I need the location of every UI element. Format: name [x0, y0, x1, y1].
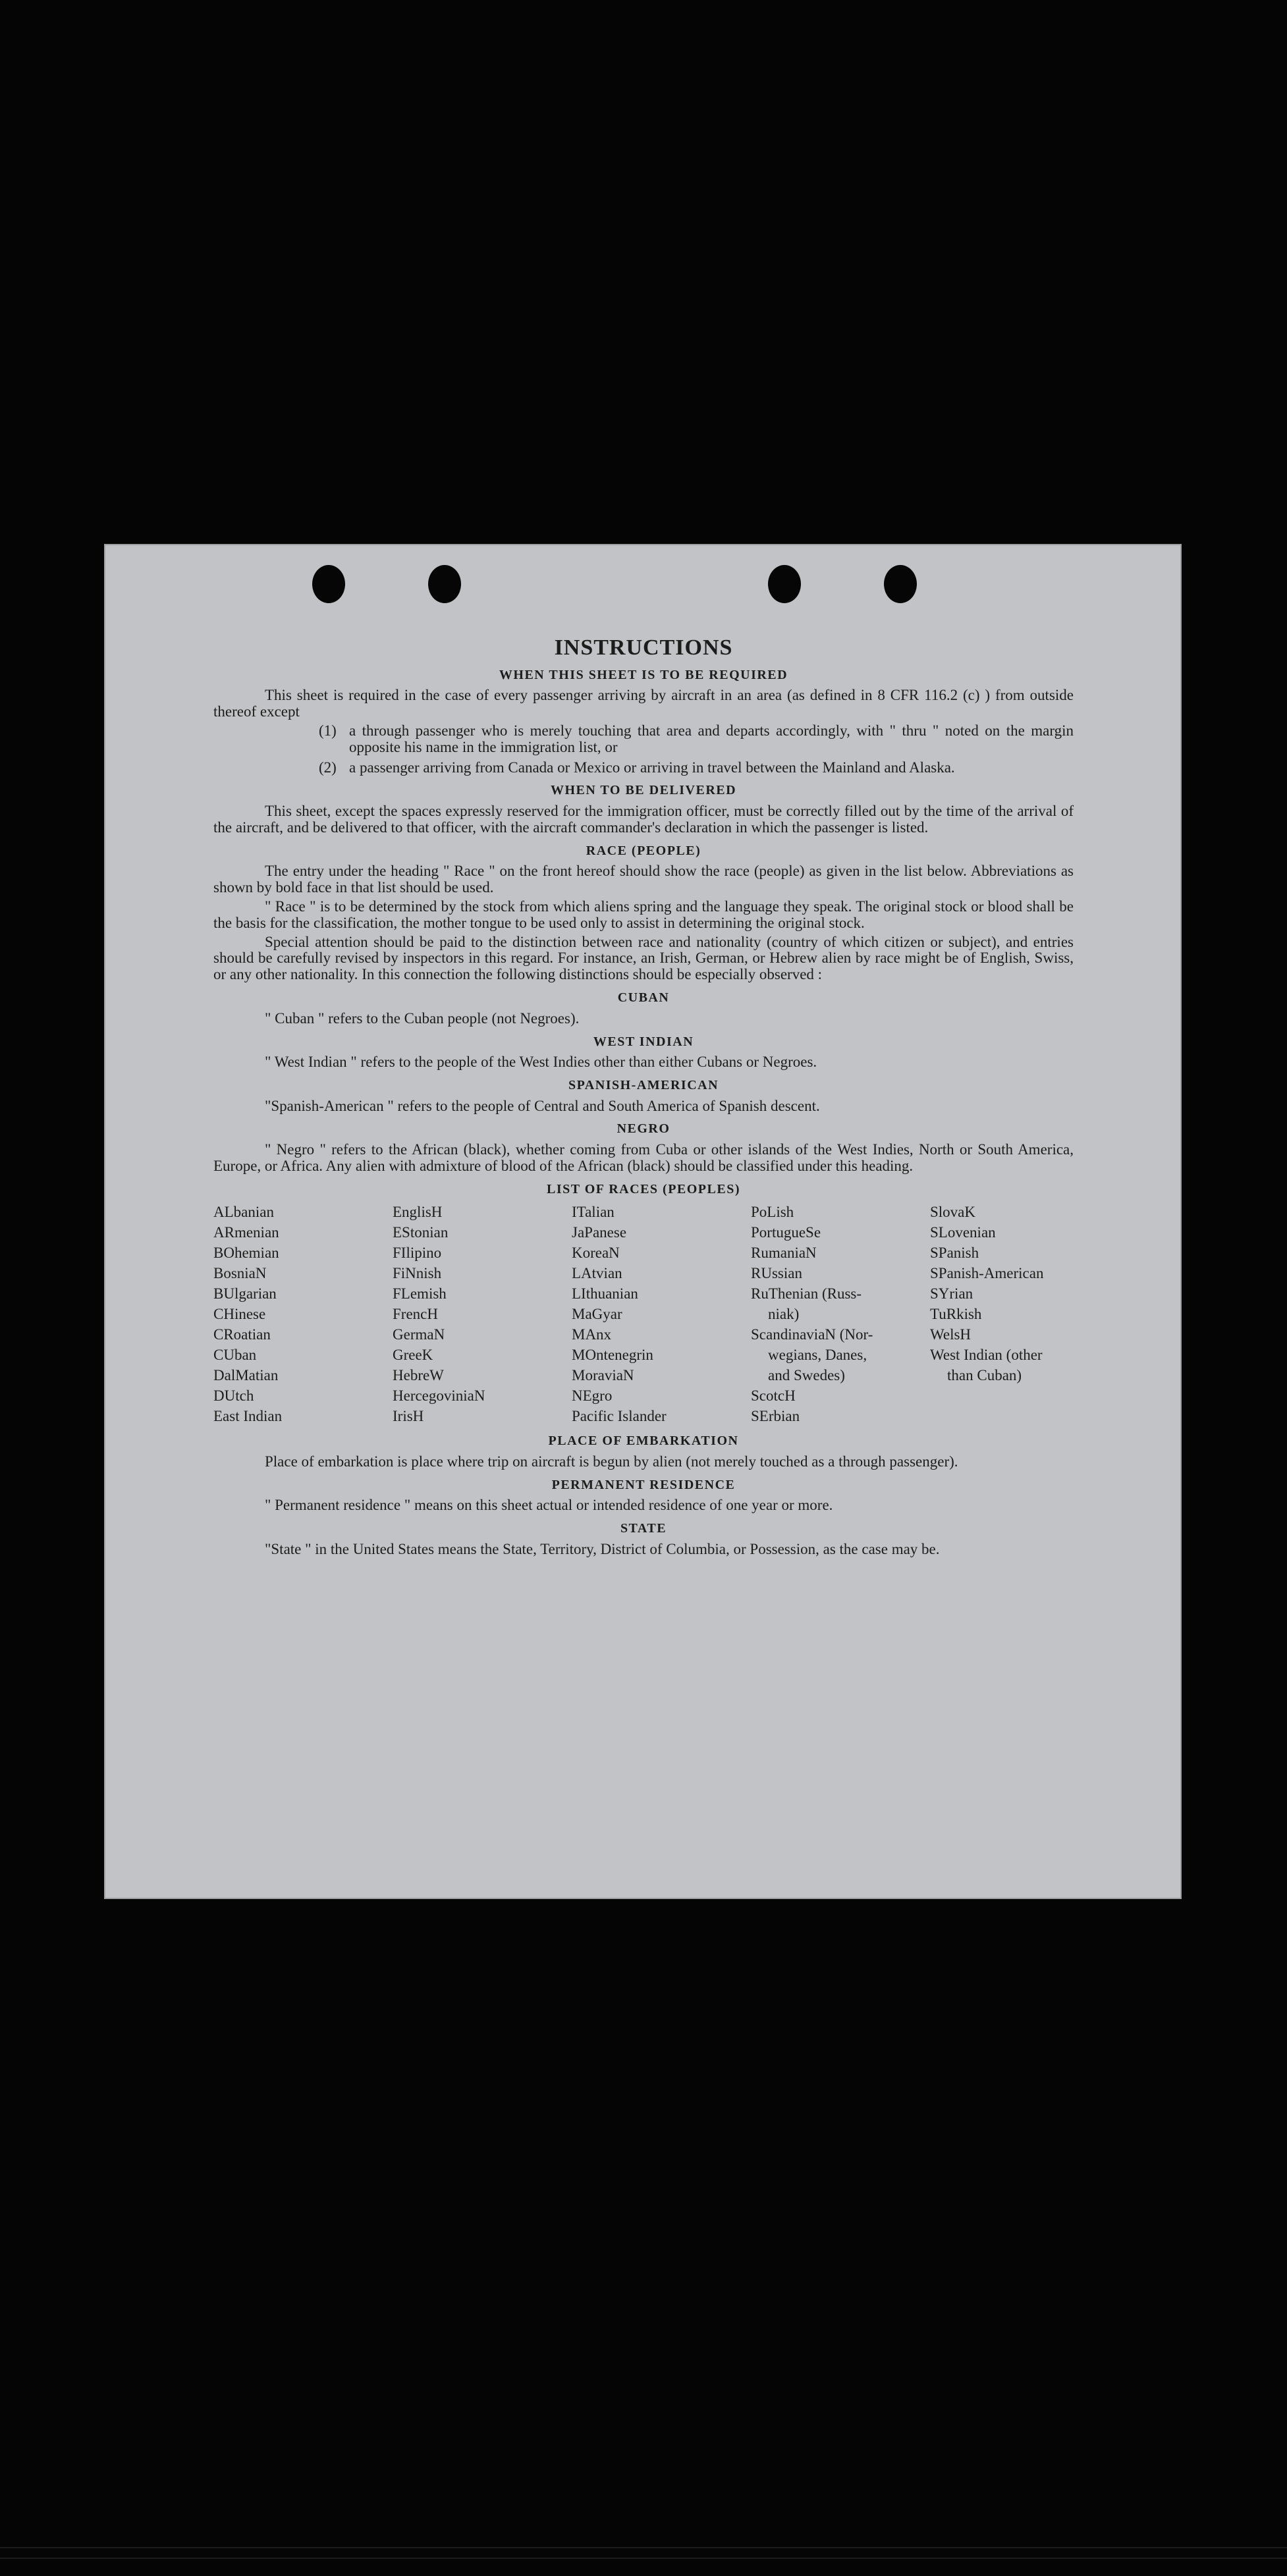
race-entry: ALbanian [213, 1204, 274, 1221]
paragraph: The entry under the heading " Race " on the front hereof should show the race (people) as given in the list below. Abbreviations as shown by bold face in that list should be used. [213, 863, 1074, 896]
section-heading: LIST OF RACES (PEOPLES) [546, 1181, 740, 1196]
paragraph: "Spanish-American " refers to the people of Central and South America of Spanish descent. [265, 1097, 820, 1114]
race-entry: RumaniaN [751, 1245, 817, 1262]
document-page [104, 544, 1182, 1899]
section-heading: PLACE OF EMBARKATION [548, 1434, 739, 1449]
scan-artifact [0, 2558, 1287, 2559]
item-text: a through passenger who is merely touching that area and departs accordingly, with " thru " noted on the margin opposite his name in the immigration list, or [349, 722, 1074, 755]
race-entry: DalMatian [213, 1367, 279, 1384]
race-entry: FIlipino [393, 1245, 442, 1262]
race-entry: ARmenian [213, 1224, 279, 1241]
page-title: INSTRUCTIONS [554, 635, 733, 660]
race-entry: West Indian (other [930, 1347, 1043, 1364]
race-entry-continuation: niak) [768, 1306, 800, 1323]
list-item [319, 723, 1074, 756]
paragraph: "State " in the United States means the State, Territory, District of Columbia, or Possession, as the case may be. [265, 1540, 940, 1557]
paragraph: " Race " is to be determined by the stock from which aliens spring and the language they speak. The original stock or blood shall be the basis for the classification, the mother tongue to be used only to assist in determining the original stock. [213, 898, 1074, 931]
paragraph: Special attention should be paid to the distinction between race and nationality (country of which citizen or subject), and entries should be carefully revised by inspectors in this regard. For instance, an Irish, German, or Hebrew alien by race might be of English, Swiss, or any other nationality. In this connection the following distinctions should be especially observed : [213, 933, 1074, 983]
race-entry: Pacific Islander [572, 1408, 667, 1425]
punch-hole [312, 565, 345, 603]
race-entry: FiNnish [393, 1265, 442, 1282]
race-entry: JaPanese [572, 1224, 627, 1241]
section-heading: PERMANENT RESIDENCE [551, 1477, 736, 1492]
race-entry: EStonian [393, 1224, 449, 1241]
paragraph: Place of embarkation is place where trip on aircraft is begun by alien (not merely touched as a through passenger). [265, 1453, 958, 1470]
race-entry: DUtch [213, 1387, 254, 1405]
section-heading: WEST INDIAN [593, 1034, 694, 1049]
race-entry: FLemish [393, 1285, 447, 1302]
list-item [319, 760, 1074, 776]
race-entry: CUban [213, 1347, 257, 1364]
paragraph: " Negro " refers to the African (black), whether coming from Cuba or other islands of the West Indies, North or South America, Europe, or Africa. Any alien with admixture of blood of the African (black) should be classified under this heading. [213, 1140, 1074, 1174]
paragraph: This sheet is required in the case of every passenger arriving by aircraft in an area (as defined in 8 CFR 116.2 (c) ) from outside thereof except [213, 687, 1074, 720]
race-entry: NEgro [572, 1387, 613, 1405]
race-entry: SYrian [930, 1285, 973, 1302]
race-entry: CRoatian [213, 1326, 271, 1343]
section-heading: STATE [620, 1521, 667, 1536]
section-heading: SPANISH-AMERICAN [568, 1077, 719, 1092]
race-entry: FrencH [393, 1306, 438, 1323]
race-entry: MOntenegrin [572, 1347, 653, 1364]
section-heading: WHEN TO BE DELIVERED [550, 783, 737, 798]
item-text: a passenger arriving from Canada or Mexico or arriving in travel between the Mainland and Alaska. [349, 759, 955, 776]
races-column [930, 1202, 1074, 1426]
section-heading: RACE (PEOPLE) [586, 843, 701, 858]
section-heading: NEGRO [616, 1121, 671, 1137]
paragraph: " Permanent residence " means on this sheet actual or intended residence of one year or more. [265, 1497, 833, 1514]
race-entry: PoLish [751, 1204, 794, 1221]
race-entry: EnglisH [393, 1204, 443, 1221]
race-entry-continuation: and Swedes) [768, 1367, 845, 1384]
race-entry: GreeK [393, 1347, 433, 1364]
race-entry: RUssian [751, 1265, 802, 1282]
punch-hole [428, 565, 461, 603]
race-entry-continuation: than Cuban) [947, 1367, 1022, 1384]
race-entry: SLovenian [930, 1224, 996, 1241]
race-entry: SErbian [751, 1408, 800, 1425]
scan-artifact [0, 2547, 1287, 2548]
race-entry: ITalian [572, 1204, 615, 1221]
instructions-content [213, 636, 1074, 1560]
race-entry: MAnx [572, 1326, 612, 1343]
race-entry: TuRkish [930, 1306, 982, 1323]
race-entry: East Indian [213, 1408, 283, 1425]
race-entry: CHinese [213, 1306, 266, 1323]
race-entry: BosniaN [213, 1265, 267, 1282]
race-entry: LIthuanian [572, 1285, 638, 1302]
item-number: (2) [319, 759, 337, 776]
race-entry: ScandinaviaN (Nor- [751, 1326, 873, 1343]
race-entry: WelsH [930, 1326, 972, 1343]
race-entry: KoreaN [572, 1245, 620, 1262]
race-entry: BUlgarian [213, 1285, 277, 1302]
item-number: (1) [319, 722, 337, 739]
race-entry: SPanish [930, 1245, 979, 1262]
race-entry-continuation: wegians, Danes, [768, 1347, 867, 1364]
races-table [213, 1202, 1074, 1426]
races-column [393, 1202, 572, 1426]
race-entry: RuThenian (Russ- [751, 1285, 862, 1302]
race-entry: SlovaK [930, 1204, 975, 1221]
punch-hole [884, 565, 917, 603]
punch-hole [768, 565, 801, 603]
paragraph: " West Indian " refers to the people of the West Indies other than either Cubans or Negroes. [265, 1054, 817, 1071]
race-entry: SPanish-American [930, 1265, 1044, 1282]
race-entry: MoraviaN [572, 1367, 634, 1384]
paragraph: " Cuban " refers to the Cuban people (not Negroes). [265, 1009, 580, 1027]
race-entry: LAtvian [572, 1265, 622, 1282]
race-entry: MaGyar [572, 1306, 622, 1323]
paragraph: This sheet, except the spaces expressly reserved for the immigration officer, must be correctly filled out by the time of the arrival of the aircraft, and be delivered to that officer, with the aircraft commander's declaration in which the passenger is listed. [213, 803, 1074, 836]
races-column [572, 1202, 751, 1426]
section-heading: CUBAN [617, 990, 670, 1006]
race-entry: IrisH [393, 1408, 424, 1425]
race-entry: ScotcH [751, 1387, 796, 1405]
race-entry: BOhemian [213, 1245, 279, 1262]
race-entry: HebreW [393, 1367, 444, 1384]
race-entry: PortugueSe [751, 1224, 821, 1241]
section-heading: WHEN THIS SHEET IS TO BE REQUIRED [499, 667, 788, 682]
race-entry: HercegoviniaN [393, 1387, 485, 1405]
race-entry: GermaN [393, 1326, 445, 1343]
races-column [751, 1202, 930, 1426]
races-column [213, 1202, 393, 1426]
